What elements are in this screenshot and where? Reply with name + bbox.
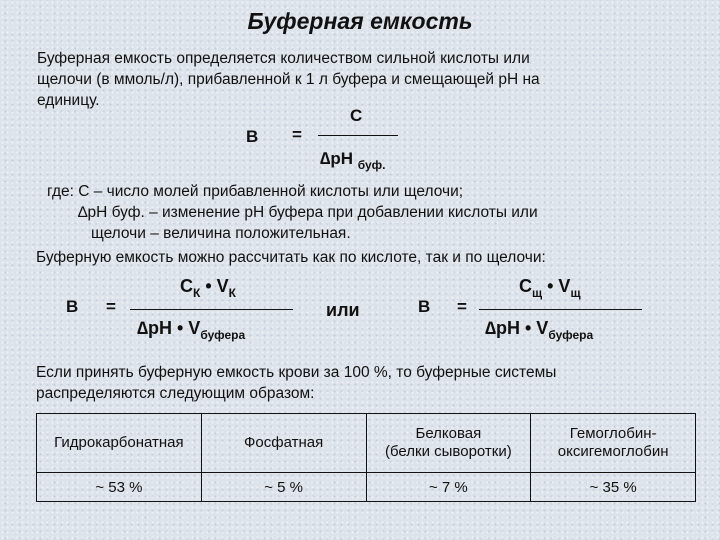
header-line-2: оксигемоглобин (557, 443, 669, 460)
table-header-cell (531, 414, 696, 473)
formula1-denominator (320, 149, 385, 172)
formula-acid-equals: = (106, 297, 116, 316)
formula1-lhs: В (246, 127, 259, 146)
header-line-1: Белковая (415, 425, 482, 442)
formula-acid-num-v-sub: К (228, 286, 236, 300)
formula1-denominator-main: ∆pH (320, 149, 354, 168)
buffer-systems-table (36, 413, 696, 502)
formula-base-num-c: С (519, 276, 532, 296)
definition-line-3: единицу. (37, 92, 100, 109)
formula-base-den-main: ∆pH • V (485, 318, 549, 338)
formula-base-numerator (519, 276, 581, 300)
header-line-2: (белки сыворотки) (385, 443, 512, 460)
blood-line-1: Если принять буферную емкость крови за 100 %, то буферные системы (36, 364, 557, 381)
formula-base-equals: = (457, 297, 467, 316)
formula-base-num-c-sub: щ (532, 286, 543, 300)
header-line-1: Фосфатная (244, 434, 324, 451)
formula-acid-fraction-bar (130, 309, 293, 310)
table-header-cell (366, 414, 531, 473)
both-line: Буферную емкость можно рассчитать как по кислоте, так и по щелочи: (36, 249, 546, 266)
formula-acid-num-c: С (180, 276, 193, 296)
formula-acid-num-c-sub: К (193, 286, 201, 300)
table-value-cell: ~ 7 % (366, 473, 531, 502)
table-values-row (37, 473, 696, 502)
formula-acid-numerator (180, 276, 236, 300)
formula-base-num-v: • V (542, 276, 571, 296)
formula-base-lhs: В (418, 297, 431, 316)
definition-line-1: Буферная емкость определяется количеством сильной кислоты или (37, 50, 530, 67)
formula-base-den-sub: буфера (548, 328, 594, 342)
formula-base-fraction-bar (479, 309, 642, 310)
table-value-cell: ~ 35 % (531, 473, 696, 502)
table-header-row (37, 414, 696, 473)
formula1-numerator: С (350, 106, 363, 125)
blood-line-2: распределяются следующим образом: (36, 385, 315, 402)
formula-acid-denominator (137, 318, 245, 342)
formula1-fraction-bar (318, 135, 398, 136)
table-value-cell: ~ 53 % (37, 473, 202, 502)
legend-line-1: где: С – число молей прибавленной кислоты или щелочи; (47, 183, 464, 200)
formula-base-denominator (485, 318, 593, 342)
formula1-denominator-sub: буф. (357, 158, 386, 172)
formula-acid-lhs: В (66, 297, 79, 316)
formula-acid-num-v: • V (200, 276, 229, 296)
formula-base-num-v-sub: щ (570, 286, 581, 300)
definition-line-2: щелочи (в ммоль/л), прибавленной к 1 л буфера и смещающей pH на (37, 71, 540, 88)
legend-line-3: щелочи – величина положительная. (91, 225, 351, 242)
header-line-1: Гидрокарбонатная (54, 434, 184, 451)
formula-acid-den-sub: буфера (200, 328, 246, 342)
table-header-cell (201, 414, 366, 473)
formula-acid-den-main: ∆pH • V (137, 318, 201, 338)
page-title: Буферная емкость (247, 8, 473, 34)
legend-line-2: ∆pH буф. – изменение pH буфера при добавлении кислоты или (78, 204, 538, 221)
or-word: или (326, 300, 360, 320)
table-value-cell: ~ 5 % (201, 473, 366, 502)
table-header-cell (37, 414, 202, 473)
header-line-1: Гемоглобин- (569, 425, 657, 442)
formula1-equals: = (292, 125, 302, 144)
